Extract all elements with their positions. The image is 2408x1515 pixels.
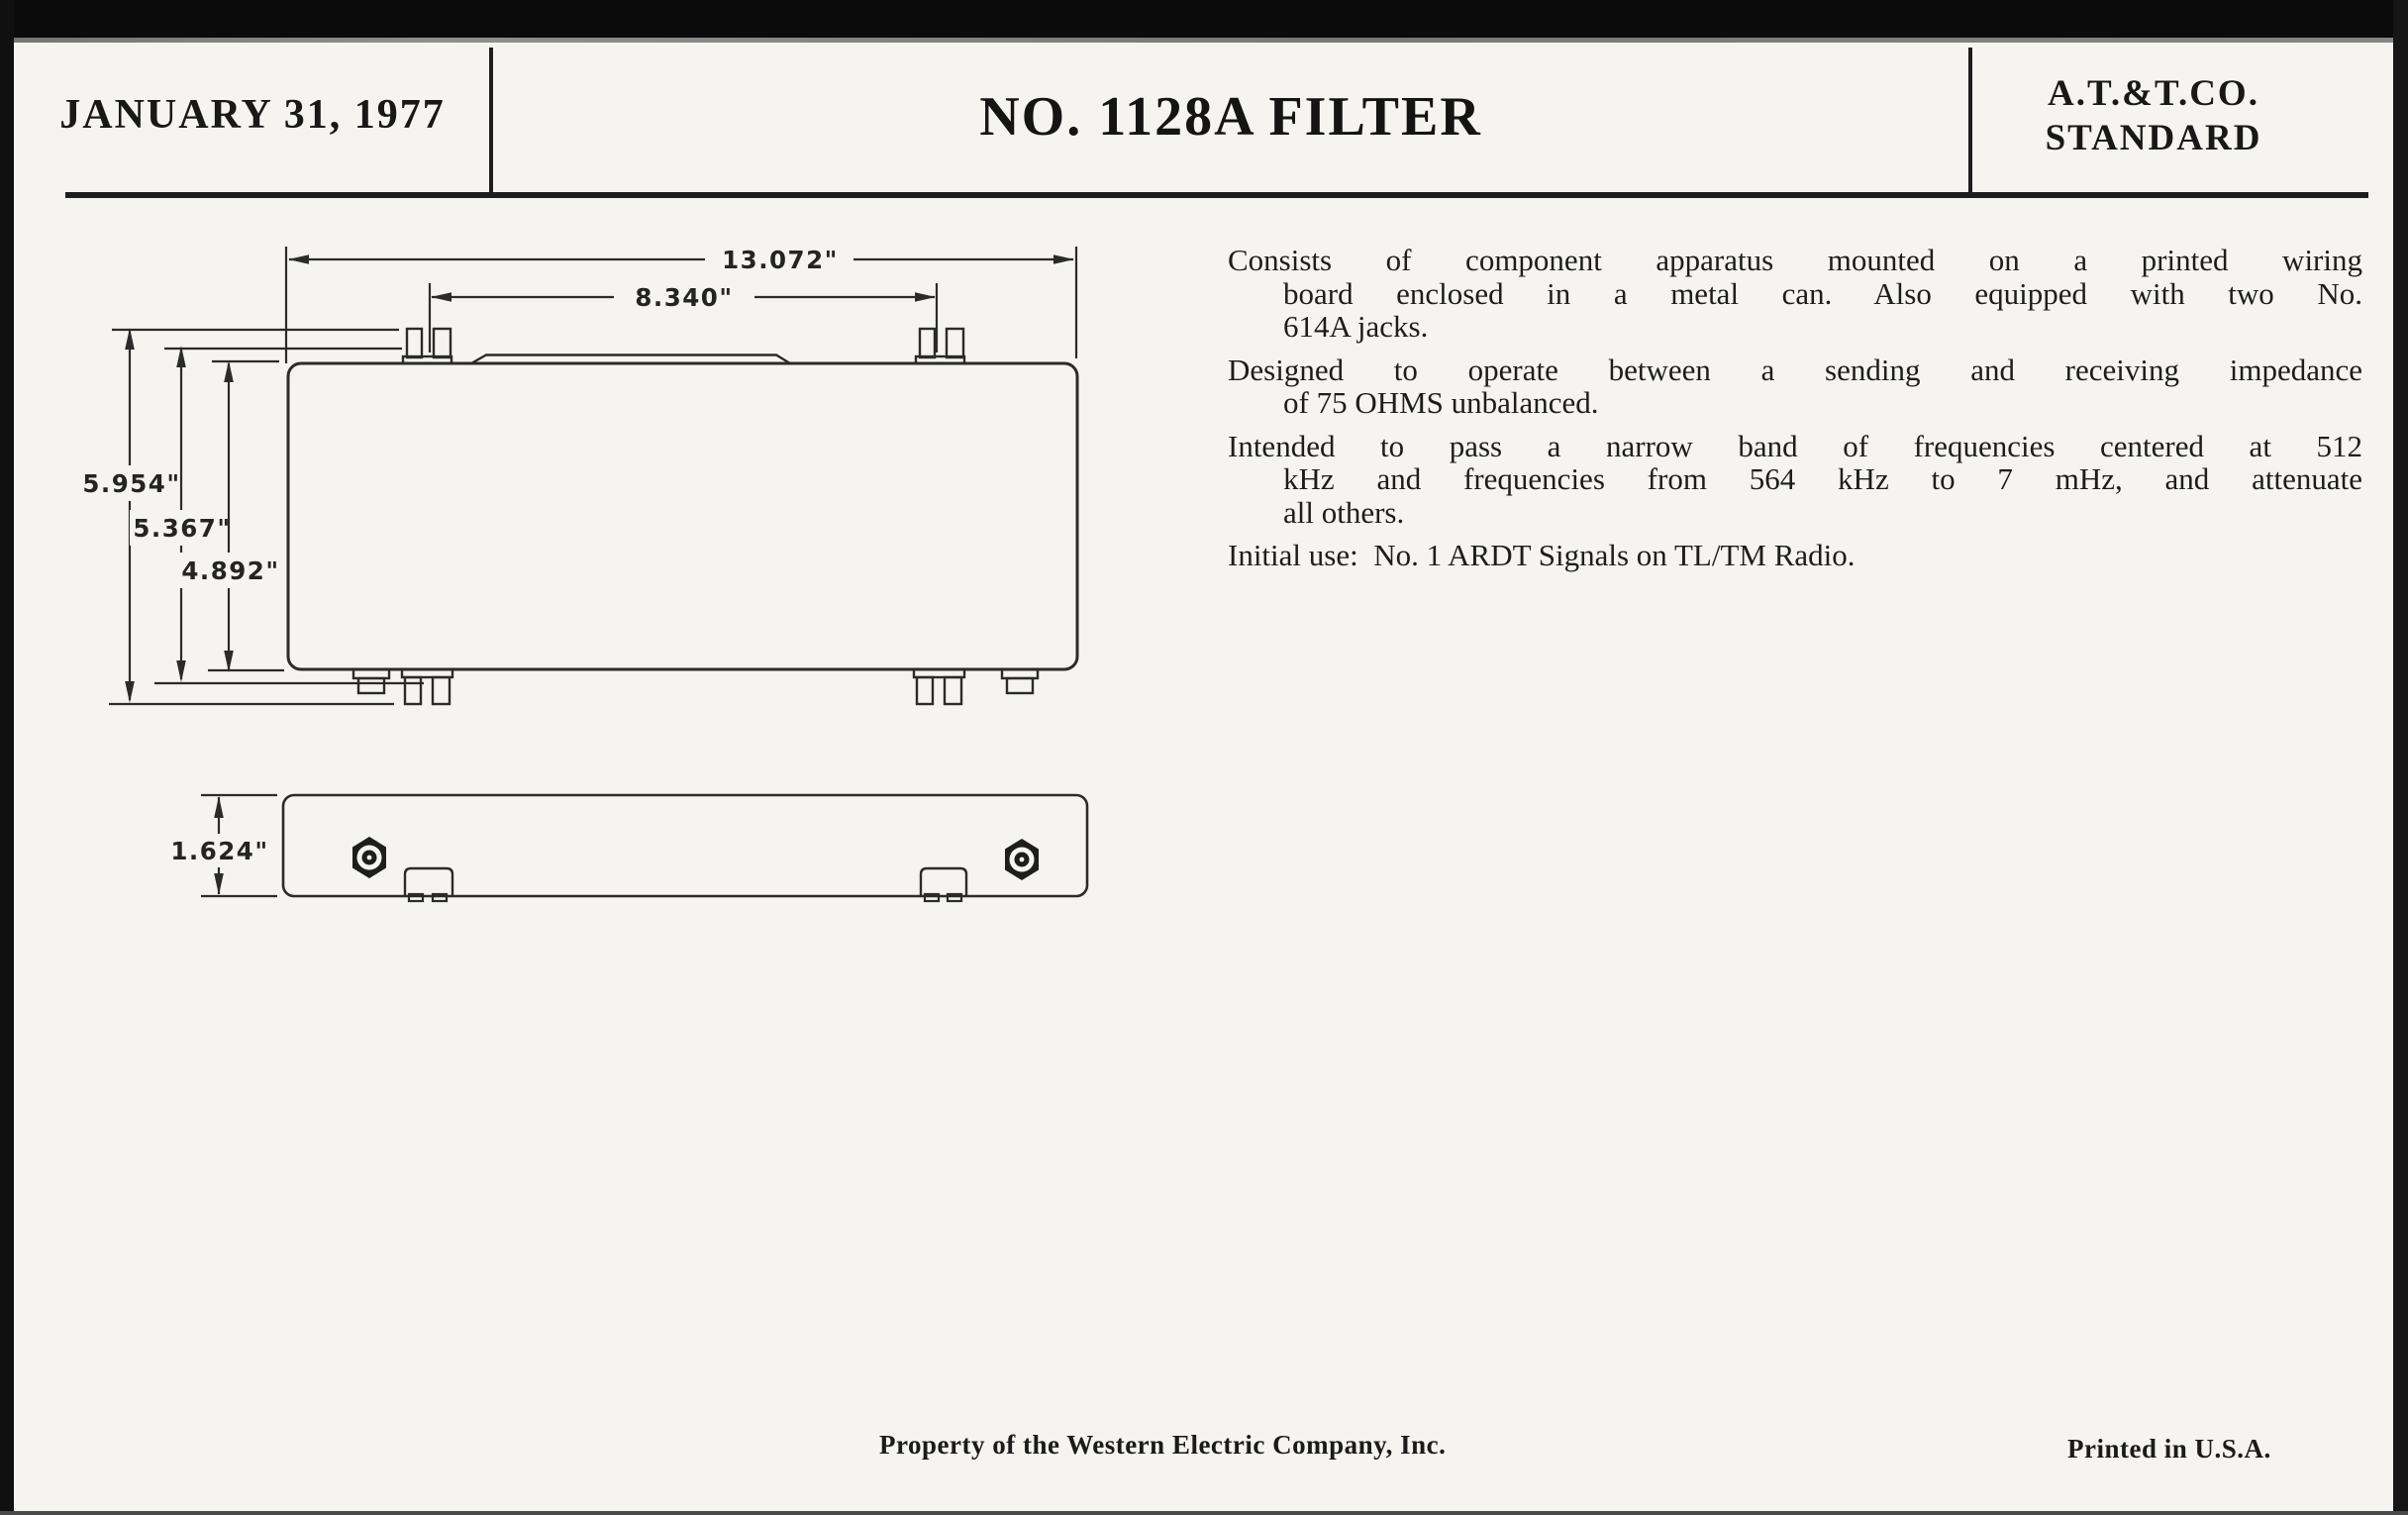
dim-overall-height [79, 328, 399, 704]
dim-mid-height [130, 346, 424, 683]
dim-label-overall-height: 5.954" [82, 469, 181, 498]
description-line: Initial use: No. 1 ARDT Signals on TL/TM Radio. [1228, 538, 1856, 572]
filter-can-outline [288, 363, 1077, 669]
org-line1: A.T.&T.CO. [2048, 73, 2259, 114]
description-line: board enclosed in a metal can. Also equipped with two No. [1283, 275, 2362, 311]
bottom-tabs-left [402, 669, 452, 704]
dim-label-jack-spacing: 8.340" [635, 283, 734, 312]
description-line: Intended to pass a narrow band of frequencies centered at 512 [1228, 428, 2362, 463]
description-text [1228, 244, 2362, 572]
footer-property-notice: Property of the Western Electric Company, Inc. [879, 1430, 1447, 1460]
description-line: of 75 OHMS unbalanced. [1283, 385, 1599, 420]
description-line: kHz and frequencies from 564 kHz to 7 mHz, and attenuate [1283, 461, 2362, 496]
footer-printed-in: Printed in U.S.A. [2067, 1434, 2271, 1464]
bottom-jack-left [353, 669, 389, 693]
header-date: JANUARY 31, 1977 [59, 92, 446, 138]
dim-label-depth: 1.624" [170, 837, 269, 865]
description-line: 614A jacks. [1283, 309, 1429, 344]
side-view-drawing [167, 795, 1087, 901]
top-tabs-right [916, 329, 964, 363]
dim-label-overall-width: 13.072" [722, 246, 839, 274]
bottom-tabs-right [914, 669, 964, 704]
org-line2: STANDARD [2045, 118, 2262, 158]
page-title: NO. 1128A FILTER [979, 86, 1482, 148]
top-tabs-left [403, 329, 452, 363]
bottom-jack-right [1002, 669, 1038, 693]
description-line: Consists of component apparatus mounted on a printed wiring [1228, 243, 2362, 277]
front-view-drawing [79, 244, 1077, 704]
hex-jack-right [1005, 839, 1039, 880]
dim-jack-spacing [430, 281, 937, 353]
description-line: Designed to operate between a sending and receiving impedance [1228, 352, 2362, 387]
hex-jack-left [352, 837, 386, 878]
dim-depth [167, 795, 277, 896]
dim-label-mid-height: 5.367" [133, 514, 232, 543]
dim-label-can-height: 4.892" [181, 556, 280, 585]
description-line: all others. [1283, 494, 1405, 530]
